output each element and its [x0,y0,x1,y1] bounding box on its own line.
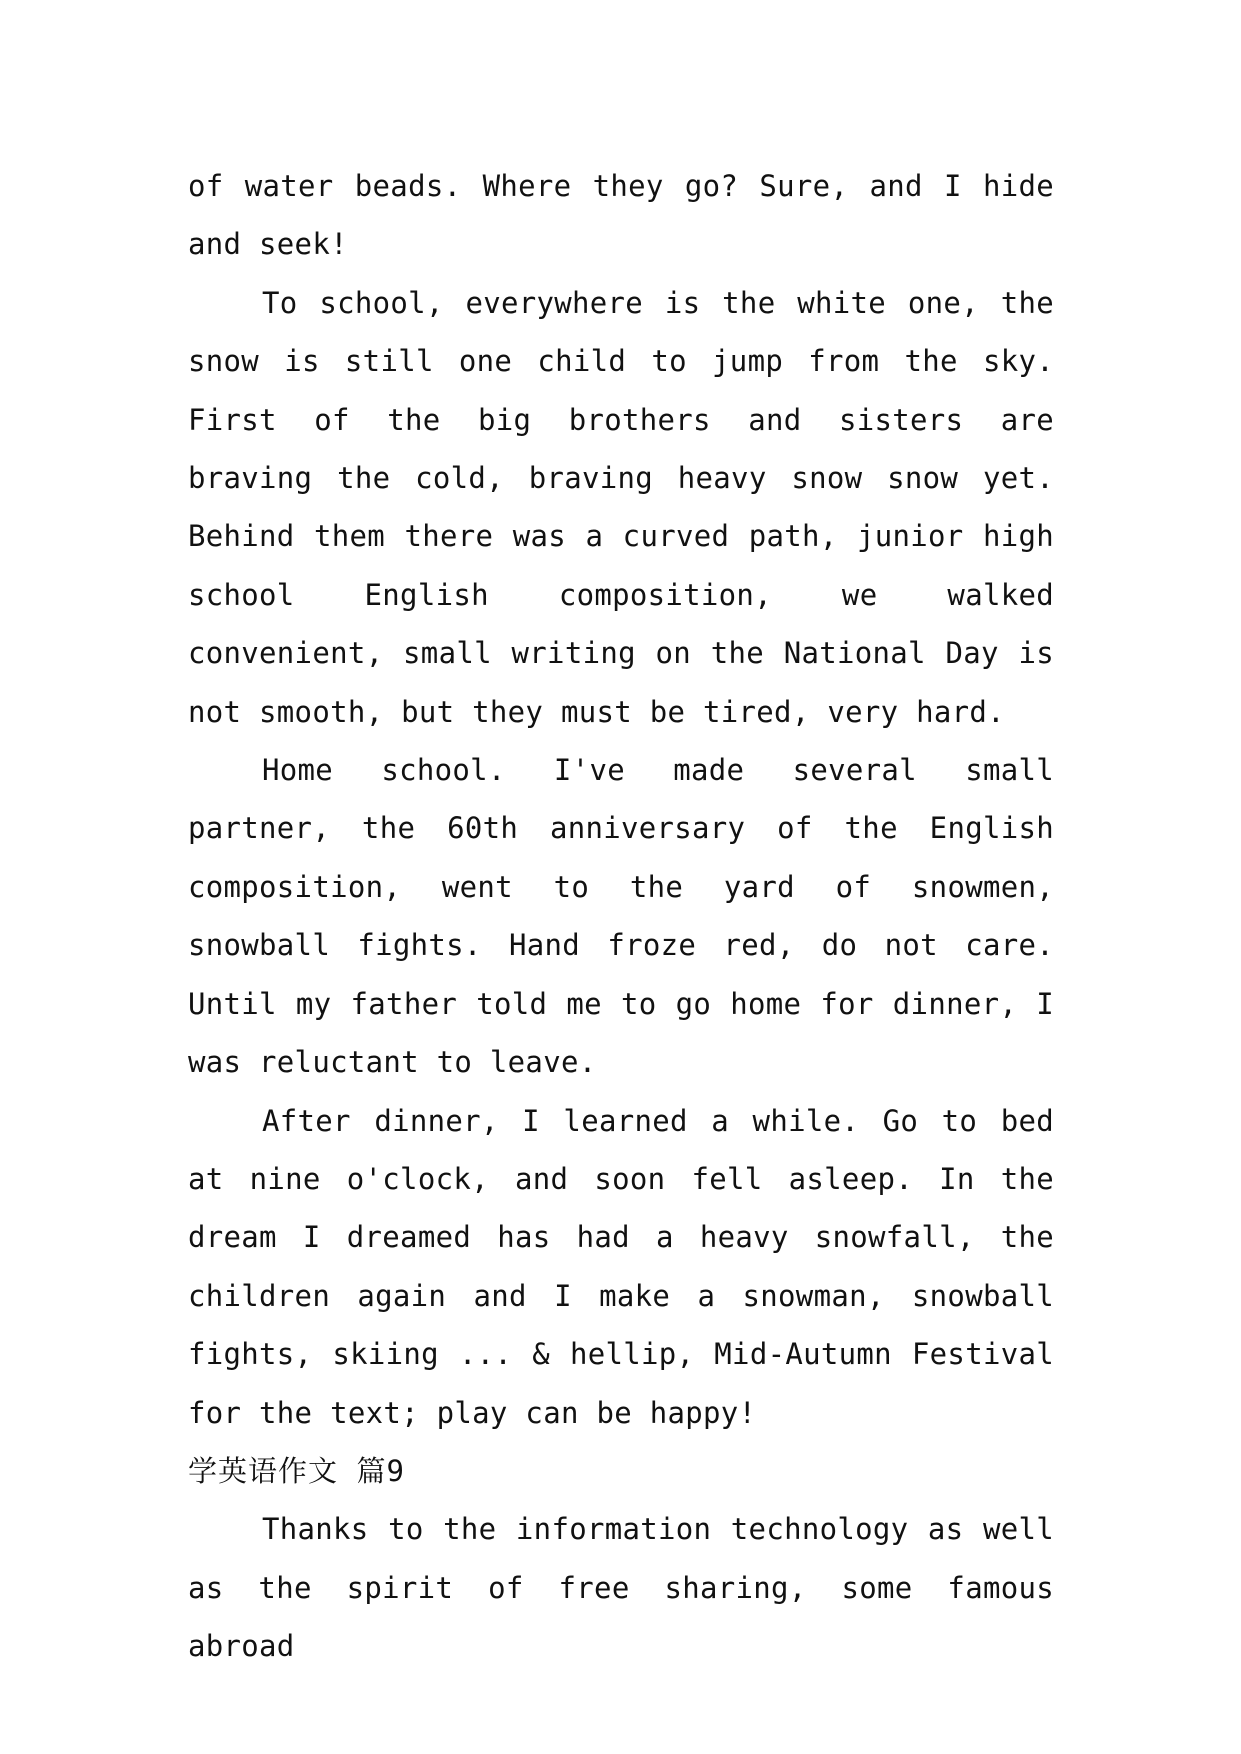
paragraph-after-dinner: After dinner, I learned a while. Go to bed at nine o'clock, and soon fell asleep. In the dream I dreamed has had a heavy snowfall, the children again and I make a snowman, snowball fights, skiing ... & hellip, Mid-Autumn Festival for the text; play can be happy! [188,1103,1054,1430]
paragraph-to-school: To school, everywhere is the white one, the snow is still one child to jump from the sky. First of the big brothers and sisters are braving the cold, braving heavy snow snow yet. Behind them there was a curved path, junior high school English composition, we walked convenient, small writing on the National Day is not smooth, but they must be tired, very hard. [188,285,1054,729]
paragraph-home-school: Home school. I've made several small partner, the 60th anniversary of the English composition, went to the yard of snowmen, snowball fights. Hand froze red, do not care. Until my father told me to go home for dinner, I was reluctant to leave. [188,753,1054,1080]
paragraph-continuation: of water beads. Where they go? Sure, and I hide and seek! [188,169,1054,262]
paragraph-thanks: Thanks to the information technology as well as the spirit of free sharing, some famous abroad [188,1512,1054,1664]
document-body [188,157,1054,1676]
section-heading: 学英语作文 篇9 [188,1453,405,1488]
